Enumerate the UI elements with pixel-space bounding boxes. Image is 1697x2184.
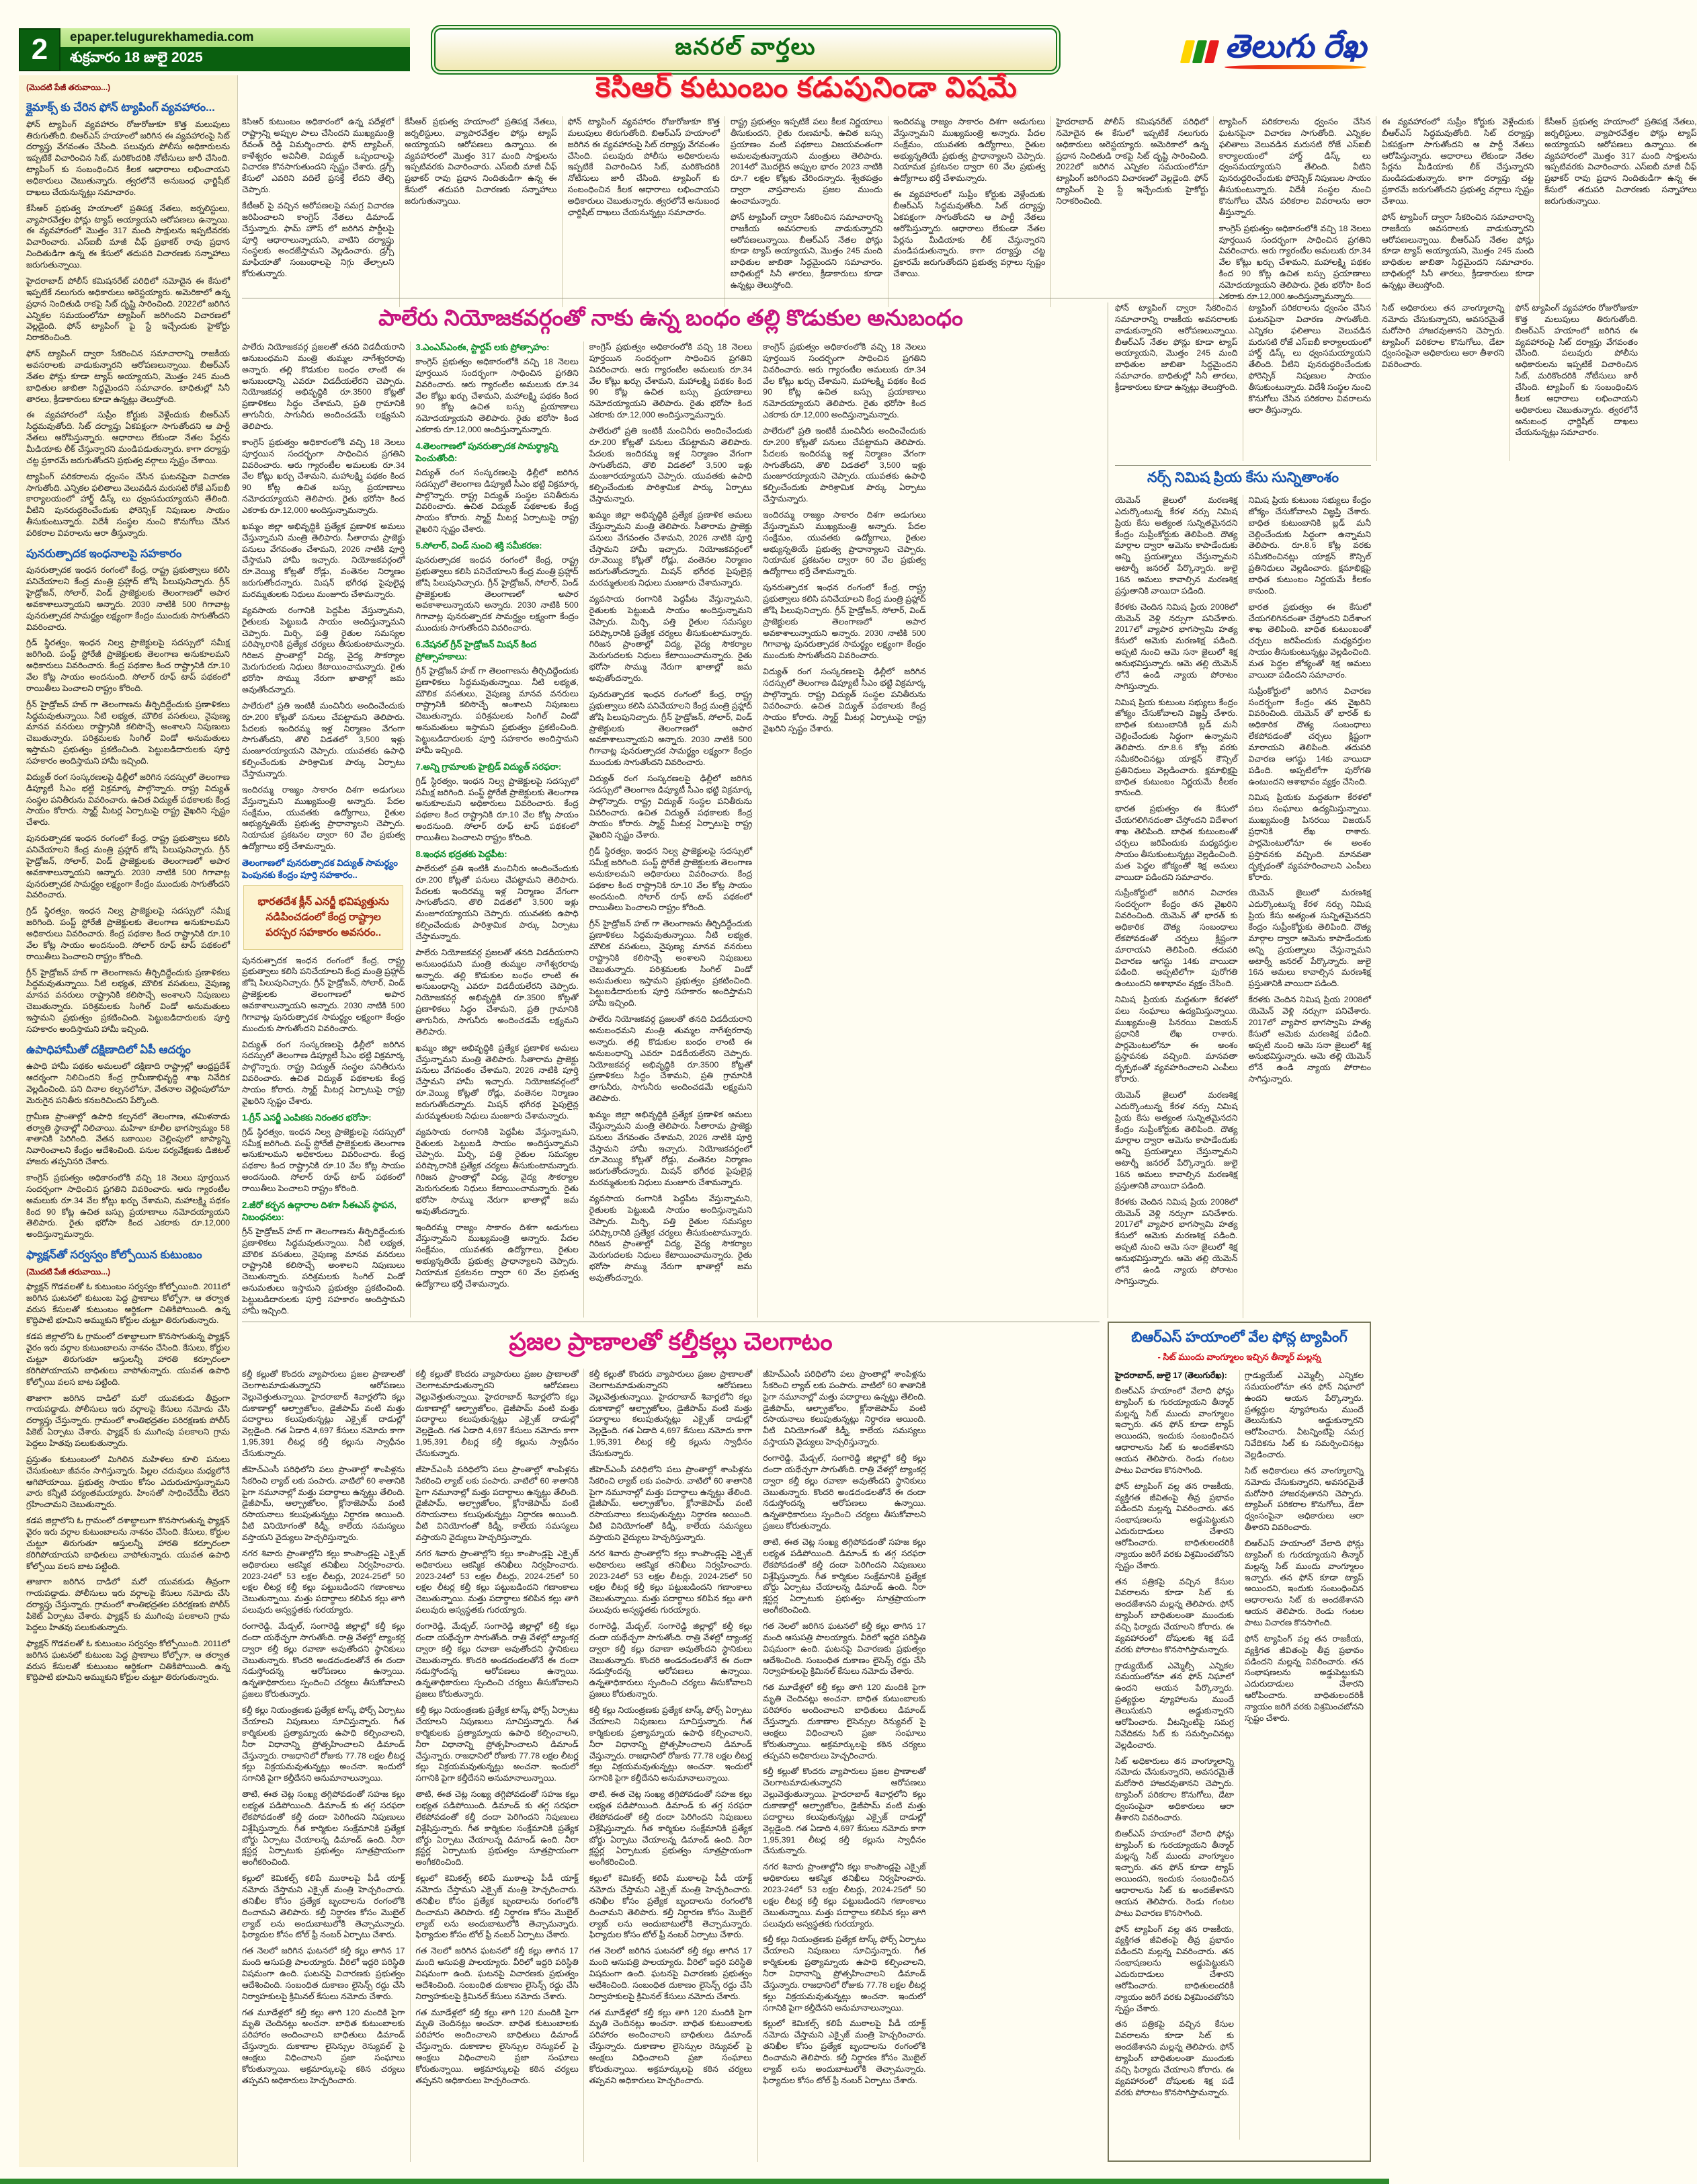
paragraph: కాంగ్రెస్ ప్రభుత్వం అధికారంలోకి వచ్చి 18 నెలలు పూర్తయిన సందర్భంగా సాధించిన ప్రగతిని వివరించారు. ఆరు గ్యారంటీల అమలుకు రూ.34 వేల కోట్లు ఖర్చు చేశామని, మహాలక్ష్మి పథకం కింద 90 కోట్ల ఉచిత బస్సు ప్రయాణాలు నమోదయ్యాయని తెలిపారు. రైతు భరోసా కింద ఎకరాకు రూ.12,000 అందిస్తున్నామన్నారు. [1218,223,1371,301]
paragraph: ఖమ్మం జిల్లా అభివృద్ధికి ప్రత్యేక ప్రణాళిక అమలు చేస్తున్నామని మంత్రి తెలిపారు. సీతారామ ప్రాజెక్టు పనులు వేగవంతం చేశామని, 2026 నాటికి పూర్తి చేస్తామని హామీ ఇచ్చారు. నియోజకవర్గంలో రూ.వెయ్యి కోట్లతో రోడ్లు, వంతెనల నిర్మాణం జరుగుతోందన్నారు. మిషన్ భగీరథ పైపులైన్ల మరమ్మతులకు నిధులు మంజూరు చేశామన్నారు. [589,1110,753,1188]
paragraph: కాంగ్రెస్ ప్రభుత్వం అధికారంలోకి వచ్చి 18 నెలలు పూర్తయిన సందర్భంగా సాధించిన ప్రగతిని వివరించారు. ఆరు గ్యారంటీల అమలుకు రూ.34 వేల కోట్లు ఖర్చు చేశామని, మహాలక్ష్మి పథకం కింద 90 కోట్ల ఉచిత బస్సు ప్రయాణాలు నమోదయ్యాయని తెలిపారు. రైతు భరోసా కింద ఎకరాకు రూ.12,000 అందిస్తున్నామన్నారు. [26,1172,230,1240]
paragraph: ఫోన్ ట్యాపింగ్ వల్ల తన రాజకీయ, వ్యక్తిగత జీవితంపై తీవ్ర ప్రభావం పడిందని మల్లన్న వివరించారు. తన సంభాషణలను అడ్డుపెట్టుకుని ఎదురుదాడులు చేశారని ఆరోపించారు. బాధితులందరికీ న్యాయం జరిగే వరకు విశ్రమించబోనని స్పష్టం చేశారు. [1245,1633,1364,1723]
paragraph: గత మూడేళ్లలో కల్తీ కల్లు తాగి 120 మందికి పైగా మృతి చెందినట్లు అంచనా. బాధిత కుటుంబాలకు పరిహారం అందించాలని బాధితులు డిమాండ్ చేస్తున్నారు. దుకాణాల లైసెన్సుల రెన్యువల్ పై ఆంక్షలు విధించాలని ప్రజా సంఘాలు కోరుతున్నాయి. అక్రమార్కులపై కఠిన చర్యలు తప్పవని అధికారులు హెచ్చరించారు. [589,2007,753,2085]
paragraph: ఉపాధి హామీ పథకం అమలులో దక్షిణాది రాష్ట్రాల్లో ఆంధ్రప్రదేశ్ ఆదర్శంగా నిలిచిందని కేంద్ర గ్రామీణాభివృద్ధి శాఖ నివేదిక వెల్లడించింది. పని దినాల కల్పనలోనూ, వేతనాల చెల్లింపులోనూ మెరుగైన పనితీరు కనబరిచిందని పేర్కొంది. [26,1061,230,1105]
paragraph: కల్తీ కల్లుతో కొందరు వ్యాపారులు ప్రజల ప్రాణాలతో చెలగాటమాడుతున్నారని ఆరోపణలు వెల్లువెత్తుతున్నాయి. హైదరాబాద్ శివార్లలోని కల్లు దుకాణాల్లో ఆల్ప్రాజోలం, డైజీపామ్ వంటి మత్తు పదార్థాలు కలుపుతున్నట్లు ఎక్సైజ్ దాడుల్లో వెల్లడైంది. గత ఏడాది 4,697 కేసులు నమోదు కాగా 1,95,391 లీటర్ల కల్తీ కల్లును స్వాధీనం చేసుకున్నారు. [589,1369,753,1459]
paragraph: కల్తీ కల్లుతో కొందరు వ్యాపారులు ప్రజల ప్రాణాలతో చెలగాటమాడుతున్నారని ఆరోపణలు వెల్లువెత్తుతున్నాయి. హైదరాబాద్ శివార్లలోని కల్లు దుకాణాల్లో ఆల్ప్రాజోలం, డైజీపామ్ వంటి మత్తు పదార్థాలు కలుపుతున్నట్లు ఎక్సైజ్ దాడుల్లో వెల్లడైంది. గత ఏడాది 4,697 కేసులు నమోదు కాగా 1,95,391 లీటర్ల కల్తీ కల్లును స్వాధీనం చేసుకున్నారు. [763,1767,926,1856]
paragraph: పునరుత్పాదక ఇంధన రంగంలో కేంద్ర, రాష్ట్ర ప్రభుత్వాలు కలిసి పనిచేయాలని కేంద్ర మంత్రి ప్రహ్లాద్ జోషి పిలుపునిచ్చారు. గ్రీన్ హైడ్రోజన్, సోలార్, విండ్ ప్రాజెక్టులకు తెలంగాణలో అపార అవకాశాలున్నాయని అన్నారు. 2030 నాటికి 500 గిగావాట్ల పునరుత్పాదక సామర్థ్యం లక్ష్యంగా కేంద్రం ముందుకు సాగుతోందని వివరించారు. [26,834,230,900]
paragraph: సిట్ అధికారులు తన వాంగ్మూలాన్ని నమోదు చేసుకున్నారని, అవసరమైతే మరోసారి హాజరవుతానని చెప్పారు. ట్యాపింగ్ పరికరాల కొనుగోలు, డేటా ధ్వంసంపైనా అధికారులు ఆరా తీశారని వివరించారు. [1115,1756,1234,1822]
paragraph: పునరుత్పాదక ఇంధన రంగంలో కేంద్ర, రాష్ట్ర ప్రభుత్వాలు కలిసి పనిచేయాలని కేంద్ర మంత్రి ప్రహ్లాద్ జోషి పిలుపునిచ్చారు. గ్రీన్ హైడ్రోజన్, సోలార్, విండ్ ప్రాజెక్టులకు తెలంగాణలో అపార అవకాశాలున్నాయని అన్నారు. 2030 నాటికి 500 గిగావాట్ల పునరుత్పాదక సామర్థ్యం లక్ష్యంగా కేంద్రం ముందుకు సాగుతోందని వివరించారు. [415,555,579,633]
paragraph: కేసీఆర్ ప్రభుత్వ హయాంలో ప్రతిపక్ష నేతలు, జర్నలిస్టులు, వ్యాపారవేత్తల ఫోన్లు ట్యాప్ అయ్యాయని ఆరోపణలు ఉన్నాయి. ఈ వ్యవహారంలో మొత్తం 317 మంది సాక్షులను ఇప్పటివరకు విచారించారు. ఎస్ఐబీ మాజీ చీఫ్ ప్రభాకర్ రావు ప్రధాన నిందితుడిగా ఉన్న ఈ కేసులో తదుపరి విచారణకు సన్నాహాలు జరుగుతున్నాయి. [1544,117,1697,206]
paragraph: వ్యవసాయ రంగానికి పెద్దపీట వేస్తున్నామని, రైతులకు పెట్టుబడి సాయం అందిస్తున్నామని చెప్పారు. మిర్చి, పత్తి రైతుల సమస్యల పరిష్కారానికి ప్రత్యేక చర్యలు తీసుకుంటామన్నారు. గిరిజన ప్రాంతాల్లో విద్య, వైద్య సౌకర్యాల మెరుగుదలకు నిధులు కేటాయించామన్నారు. రైతు భరోసా సొమ్ము నేరుగా ఖాతాల్లో జమ అవుతోందన్నారు. [589,594,753,684]
paragraph: ఫోన్ ట్యాపింగ్ వ్యవహారం రోజురోజుకూ కొత్త మలుపులు తిరుగుతోంది. బిఆర్ఎస్ హయాంలో జరిగిన ఈ వ్యవహారంపై సిట్ దర్యాప్తు వేగవంతం చేసింది. పలువురు పోలీసు అధికారులను ఇప్పటికే విచారించిన సిట్, మరికొందరికి నోటీసులు జారీ చేసింది. ట్యాపింగ్ కు సంబంధించిన కీలక ఆధారాలు లభించాయని అధికారులు చెబుతున్నారు. త్వరలోనే అనుబంధ ఛార్జిషీట్ దాఖలు చేయనున్నట్లు సమాచారం. [26,119,230,197]
section-divider [1115,465,1371,466]
article-toddy [242,1322,1100,2162]
paragraph: కాంగ్రెస్ ప్రభుత్వం అధికారంలోకి వచ్చి 18 నెలలు పూర్తయిన సందర్భంగా సాధించిన ప్రగతిని వివరించారు. ఆరు గ్యారంటీల అమలుకు రూ.34 వేల కోట్లు ఖర్చు చేశామని, మహాలక్ష్మి పథకం కింద 90 కోట్ల ఉచిత బస్సు ప్రయాణాలు నమోదయ్యాయని తెలిపారు. రైతు భరోసా కింద ఎకరాకు రూ.12,000 అందిస్తున్నామన్నారు. [415,356,579,435]
article-lead-continued [1115,302,1638,461]
paragraph: గ్రామీణ ప్రాంతాల్లో ఉపాధి కల్పనలో తెలంగాణ, తమిళనాడు తర్వాతి స్థానాల్లో నిలిచాయి. మహిళా కూలీల భాగస్వామ్యం 58 శాతానికి పెరిగింది. వేతన బకాయిల చెల్లింపులో జాప్యాన్ని నివారించాలని కేంద్రం ఆదేశించింది. పనుల పర్యవేక్షణకు డిజిటల్ హాజరు తప్పనిసరి చేశారు. [26,1111,230,1167]
paragraph: ఇందిరమ్మ రాజ్యం సాకారం దిశగా అడుగులు వేస్తున్నామని ముఖ్యమంత్రి అన్నారు. పేదల సంక్షేమం, యువతకు ఉద్యోగాలు, రైతుల అభ్యున్నతియే ప్రభుత్వ ప్రాధాన్యాలని చెప్పారు. నియామక ప్రకటనల ద్వారా 60 వేల ప్రభుత్వ ఉద్యోగాలు భర్తీ చేశామన్నారు. [763,510,926,577]
paragraph: తాటి, ఈత చెట్ల సంఖ్య తగ్గిపోవడంతో సహజ కల్లు లభ్యత పడిపోయింది. డిమాండ్ కు తగ్గ సరఫరా లేకపోవడంతో కల్తీ దందా పెరిగిందని నిపుణులు విశ్లేషిస్తున్నారు. గీత కార్మికుల సంక్షేమానికి ప్రత్యేక బోర్డు ఏర్పాటు చేయాలన్న డిమాండ్ ఉంది. నీరా క్లస్టర్ల ఏర్పాటుకు ప్రభుత్వం సూత్రప్రాయంగా అంగీకరించింది. [763,1537,926,1615]
paragraph: ట్యాపింగ్ పరికరాలను ధ్వంసం చేసిన ఘటనపైనా విచారణ సాగుతోంది. ఎన్నికల ఫలితాలు వెలువడిన మరుసటి రోజే ఎస్ఐబీ కార్యాలయంలో హార్డ్ డిస్క్ లు ధ్వంసమయ్యాయని తేలింది. వీటిని పునరుద్ధరించేందుకు ఫోరెన్సిక్ నిపుణుల సాయం తీసుకుంటున్నారు. విదేశీ సంస్థల నుంచి కొనుగోలు చేసిన పరికరాల వివరాలను ఆరా తీస్తున్నారు. [26,471,230,538]
article-paleru-body [242,341,1100,1318]
paragraph: వ్యవసాయ రంగానికి పెద్దపీట వేస్తున్నామని, రైతులకు పెట్టుబడి సాయం అందిస్తున్నామని చెప్పారు. మిర్చి, పత్తి రైతుల సమస్యల పరిష్కారానికి ప్రత్యేక చర్యలు తీసుకుంటామన్నారు. గిరిజన ప్రాంతాల్లో విద్య, వైద్య సౌకర్యాల మెరుగుదలకు నిధులు కేటాయించామన్నారు. రైతు భరోసా సొమ్ము నేరుగా ఖాతాల్లో జమ అవుతోందన్నారు. [415,1127,579,1216]
paragraph: తాటి, ఈత చెట్ల సంఖ్య తగ్గిపోవడంతో సహజ కల్లు లభ్యత పడిపోయింది. డిమాండ్ కు తగ్గ సరఫరా లేకపోవడంతో కల్తీ దందా పెరిగిందని నిపుణులు విశ్లేషిస్తున్నారు. గీత కార్మికుల సంక్షేమానికి ప్రత్యేక బోర్డు ఏర్పాటు చేయాలన్న డిమాండ్ ఉంది. నీరా క్లస్టర్ల ఏర్పాటుకు ప్రభుత్వం సూత్రప్రాయంగా అంగీకరించింది. [242,1789,405,1867]
ribbon-icons [1183,36,1216,63]
paragraph: బిఆర్ఎస్ హయాంలో వేలాది ఫోన్లు ట్యాపింగ్ కు గురయ్యాయని తీన్మార్ మల్లన్న సిట్ ముందు వాంగ్మూలం ఇచ్చారు. తన ఫోన్ కూడా ట్యాప్ అయిందని, ఇందుకు సంబంధించిన ఆధారాలను సిట్ కు అందజేశానని ఆయన తెలిపారు. రెండు గంటల పాటు విచారణ కొనసాగింది. [1115,1385,1234,1475]
paragraph: కల్లులో కెమికల్స్ కలిపే ముఠాలపై పీడీ యాక్ట్ నమోదు చేస్తామని ఎక్సైజ్ మంత్రి హెచ్చరించారు. తనిఖీల కోసం ప్రత్యేక బృందాలను రంగంలోకి దించామని తెలిపారు. కల్తీ నిర్ధారణ కోసం మొబైల్ ల్యాబ్ లను అందుబాటులోకి తెచ్చామన్నారు. ఫిర్యాదుల కోసం టోల్ ఫ్రీ నంబర్ ఏర్పాటు చేశారు. [763,2019,926,2085]
paragraph: తాజాగా జరిగిన దాడిలో మరో యువకుడు తీవ్రంగా గాయపడ్డాడు. పోలీసులు ఇరు వర్గాలపై కేసులు నమోదు చేసి దర్యాప్తు చేస్తున్నారు. గ్రామంలో శాంతిభద్రతల పరిరక్షణకు పోలీస్ పికెట్ ఏర్పాటు చేశారు. ఫ్యాక్షన్ కు ముగింపు పలకాలని గ్రామ పెద్దలు హితవు పలుకుతున్నారు. [26,1577,230,1632]
paragraph: పునరుత్పాదక ఇంధన రంగంలో కేంద్ర, రాష్ట్ర ప్రభుత్వాలు కలిసి పనిచేయాలని కేంద్ర మంత్రి ప్రహ్లాద్ జోషి పిలుపునిచ్చారు. గ్రీన్ హైడ్రోజన్, సోలార్, విండ్ ప్రాజెక్టులకు తెలంగాణలో అపార అవకాశాలున్నాయని అన్నారు. 2030 నాటికి 500 గిగావాట్ల పునరుత్పాదక సామర్థ్యం లక్ష్యంగా కేంద్రం ముందుకు సాగుతోందని వివరించారు. [763,583,926,661]
paragraph: నగర శివారు ప్రాంతాల్లోని కల్లు కాంపౌండ్లపై ఎక్సైజ్ అధికారులు ఆకస్మిక తనిఖీలు నిర్వహించారు. 2023-24లో 53 లక్షల లీటర్లు, 2024-25లో 50 లక్షల లీటర్ల కల్తీ కల్లు పట్టుబడిందని గణాంకాలు చెబుతున్నాయి. మత్తు పదార్థాలు కలిపిన కల్లు తాగి పలువురు అస్వస్థతకు గురయ్యారు. [763,1862,926,1929]
paragraph: హైదరాబాద్, జులై 17 (తెలుగురేఖ): [1115,1371,1227,1380]
underline-swoosh-icon [1225,65,1366,69]
paragraph: తాజాగా జరిగిన దాడిలో మరో యువకుడు తీవ్రంగా గాయపడ్డాడు. పోలీసులు ఇరు వర్గాలపై కేసులు నమోదు చేసి దర్యాప్తు చేస్తున్నారు. గ్రామంలో శాంతిభద్రతల పరిరక్షణకు పోలీస్ పికెట్ ఏర్పాటు చేశారు. ఫ్యాక్షన్ కు ముగింపు పలకాలని గ్రామ పెద్దలు హితవు పలుకుతున్నారు. [26,1393,230,1449]
article-brs-byline: - సిట్ ముందు వాంగ్మూలం ఇచ్చిన తీన్మార్ మల్లన్న [1157,1352,1321,1362]
paragraph: తాటి, ఈత చెట్ల సంఖ్య తగ్గిపోవడంతో సహజ కల్లు లభ్యత పడిపోయింది. డిమాండ్ కు తగ్గ సరఫరా లేకపోవడంతో కల్తీ దందా పెరిగిందని నిపుణులు విశ్లేషిస్తున్నారు. గీత కార్మికుల సంక్షేమానికి ప్రత్యేక బోర్డు ఏర్పాటు చేయాలన్న డిమాండ్ ఉంది. నీరా క్లస్టర్ల ఏర్పాటుకు ప్రభుత్వం సూత్రప్రాయంగా అంగీకరించింది. [589,1789,753,1867]
page-number: 2 [19,28,60,71]
paragraph: 8.ఇంధన భద్రతకు పెద్దపీట: [415,848,507,859]
paragraph: కాంగ్రెస్ ప్రభుత్వం అధికారంలోకి వచ్చి 18 నెలలు పూర్తయిన సందర్భంగా సాధించిన ప్రగతిని వివరించారు. ఆరు గ్యారంటీల అమలుకు రూ.34 వేల కోట్లు ఖర్చు చేశామని, మహాలక్ష్మి పథకం కింద 90 కోట్ల ఉచిత బస్సు ప్రయాణాలు నమోదయ్యాయని తెలిపారు. రైతు భరోసా కింద ఎకరాకు రూ.12,000 అందిస్తున్నామన్నారు. [763,342,926,420]
paragraph: ఫోన్ ట్యాపింగ్ ద్వారా సేకరించిన సమాచారాన్ని రాజకీయ అవసరాలకు వాడుకున్నారని ఆరోపణలున్నాయి. బీఆర్ఎస్ నేతల ఫోన్లు కూడా ట్యాప్ అయ్యాయని, మొత్తం 245 మంది బాధితుల జాబితా సిద్ధమైందని సమాచారం. బాధితుల్లో సినీ తారలు, క్రీడాకారులు కూడా ఉన్నట్లు తెలుస్తోంది. [1115,303,1238,393]
paragraph: కేటీఆర్ పై వచ్చిన ఆరోపణలపై సమగ్ర విచారణ జరిపించాలని కాంగ్రెస్ నేతలు డిమాండ్ చేస్తున్నారు. ఫామ్ హౌస్ లో జరిగిన పార్టీలపై పూర్తి ఆధారాలున్నాయని, వాటిని దర్యాప్తు సంస్థలకు అందజేస్తామని వెల్లడించారు. డ్రగ్స్ మాఫియాతో సంబంధాలపై నిగ్గు తేల్చాలని కోరుతున్నారు. [242,201,395,279]
paragraph: గ్రిడ్ స్థిరత్వం, ఇంధన నిల్వ ప్రాజెక్టులపై సదస్సులో సమీక్ష జరిగింది. పంప్డ్ స్టోరేజీ ప్రాజెక్టులకు తెలంగాణ అనుకూలమని అధికారులు వివరించారు. కేంద్ర పథకాల కింద రాష్ట్రానికి రూ.10 వేల కోట్ల సాయం అందనుంది. సోలార్ రూఫ్ టాప్ పథకంలో రాయితీలు పెంచాలని రాష్ట్రం కోరింది. [589,846,753,913]
article-toddy-title: ప్రజల ప్రాణాలతో కల్తీకల్లు చెలగాటం [509,1328,833,1355]
red-ribbon-icon [1204,40,1219,63]
paragraph: 4.తెలంగాణలో పునరుత్పాదక సామర్థ్యాన్ని పెంచుతోంది: [415,440,558,463]
masthead [19,28,1370,71]
article-brs-title: బిఆర్ఎస్ హయాంలో వేల ఫోన్ల ట్యాపింగ్ [1131,1330,1348,1345]
paragraph: గత మూడేళ్లలో కల్తీ కల్లు తాగి 120 మందికి పైగా మృతి చెందినట్లు అంచనా. బాధిత కుటుంబాలకు పరిహారం అందించాలని బాధితులు డిమాండ్ చేస్తున్నారు. దుకాణాల లైసెన్సుల రెన్యువల్ పై ఆంక్షలు విధించాలని ప్రజా సంఘాలు కోరుతున్నాయి. అక్రమార్కులపై కఠిన చర్యలు తప్పవని అధికారులు హెచ్చరించారు. [242,2007,405,2085]
article-tapping-body [26,119,230,539]
article-paleru-title: పాలేరు నియోజకవర్గంతో నాకు ఉన్న బంధం తల్లి కొడుకుల అనుబంధం [378,305,963,330]
paragraph: 5.సోలార్, విండ్ నుంచి శక్తి సమీకరణ: [415,540,542,551]
paragraph: కాంగ్రెస్ ప్రభుత్వం అధికారంలోకి వచ్చి 18 నెలలు పూర్తయిన సందర్భంగా సాధించిన ప్రగతిని వివరించారు. ఆరు గ్యారంటీల అమలుకు రూ.34 వేల కోట్లు ఖర్చు చేశామని, మహాలక్ష్మి పథకం కింద 90 కోట్ల ఉచిత బస్సు ప్రయాణాలు నమోదయ్యాయని తెలిపారు. రైతు భరోసా కింద ఎకరాకు రూ.12,000 అందిస్తున్నామన్నారు. [242,437,405,516]
paragraph: వ్యవసాయ రంగానికి పెద్దపీట వేస్తున్నామని, రైతులకు పెట్టుబడి సాయం అందిస్తున్నామని చెప్పారు. మిర్చి, పత్తి రైతుల సమస్యల పరిష్కారానికి ప్రత్యేక చర్యలు తీసుకుంటామన్నారు. గిరిజన ప్రాంతాల్లో విద్య, వైద్య సౌకర్యాల మెరుగుదలకు నిధులు కేటాయించామన్నారు. రైతు భరోసా సొమ్ము నేరుగా ఖాతాల్లో జమ అవుతోందన్నారు. [242,605,405,694]
paragraph: కల్తీ కల్లు నియంత్రణకు ప్రత్యేక టాస్క్ ఫోర్స్ ఏర్పాటు చేయాలని నిపుణులు సూచిస్తున్నారు. గీత కార్మికులకు ప్రత్యామ్నాయ ఉపాధి కల్పించాలని, నీరా విధానాన్ని ప్రోత్సహించాలని డిమాండ్ చేస్తున్నారు. రాజధానిలో రోజుకు 77.78 లక్షల లీటర్ల కల్లు విక్రయమవుతున్నట్లు అంచనా. ఇందులో సగానికి పైగా కల్తీదేనని అనుమానాలున్నాయి. [415,1705,579,1783]
paragraph: హైదరాబాద్ పోలీస్ కమిషనరేట్ పరిధిలో నమోదైన ఈ కేసులో ఇప్పటికే నలుగురు అధికారులు అరెస్టయ్యారు. అమెరికాలో ఉన్న ప్రధాన నిందితుడి రాకపై సిట్ దృష్టి సారించింది. 2022లో జరిగిన ఎన్నికల సమయంలోనూ ట్యాపింగ్ జరిగిందని విచారణలో వెల్లడైంది. ఫోన్ ట్యాపింగ్ పై స్టే ఇచ్చేందుకు హైకోర్టు నిరాకరించింది. [1056,117,1208,206]
footer-strip [0,2179,1389,2184]
paragraph: వ్యవసాయ రంగానికి పెద్దపీట వేస్తున్నామని, రైతులకు పెట్టుబడి సాయం అందిస్తున్నామని చెప్పారు. మిర్చి, పత్తి రైతుల సమస్యల పరిష్కారానికి ప్రత్యేక చర్యలు తీసుకుంటామన్నారు. గిరిజన ప్రాంతాల్లో విద్య, వైద్య సౌకర్యాల మెరుగుదలకు నిధులు కేటాయించామన్నారు. రైతు భరోసా సొమ్ము నేరుగా ఖాతాల్లో జమ అవుతోందన్నారు. [589,1194,753,1283]
paragraph: గ్రీన్ హైడ్రోజన్ హబ్ గా తెలంగాణను తీర్చిదిద్దేందుకు ప్రణాళికలు సిద్ధమవుతున్నాయి. నీటి లభ్యత, మౌలిక వసతులు, నైపుణ్య మానవ వనరులు రాష్ట్రానికి కలిసొచ్చే అంశాలని నిపుణులు చెబుతున్నారు. పరిశ్రమలకు సింగిల్ విండో అనుమతులు ఇస్తామని ప్రభుత్వం ప్రకటించింది. పెట్టుబడిదారులకు పూర్తి సహకారం అందిస్తామని హామీ ఇచ్చింది. [589,919,753,1008]
paragraph: బిఆర్ఎస్ హయాంలో వేలాది ఫోన్లు ట్యాపింగ్ కు గురయ్యాయని తీన్మార్ మల్లన్న సిట్ ముందు వాంగ్మూలం ఇచ్చారు. తన ఫోన్ కూడా ట్యాప్ అయిందని, ఇందుకు సంబంధించిన ఆధారాలను సిట్ కు అందజేశానని ఆయన తెలిపారు. రెండు గంటల పాటు విచారణ కొనసాగింది. [1245,1539,1364,1628]
paragraph: రాష్ట్ర ప్రభుత్వం ఇప్పటికే పలు కీలక నిర్ణయాలు తీసుకుందని, రైతు రుణమాఫీ, ఉచిత బస్సు ప్రయాణం వంటి పథకాలు విజయవంతంగా అమలవుతున్నాయని మంత్రులు తెలిపారు. 2014లో మొదలైన అప్పుల భారం 2023 నాటికి రూ.7 లక్షల కోట్లకు చేరిందన్నారు. శ్వేతపత్రం ద్వారా వాస్తవాలను ప్రజల ముందు ఉంచామన్నారు. [730,117,883,206]
paragraph: బిఆర్ఎస్ హయాంలో వేలాది ఫోన్లు ట్యాపింగ్ కు గురయ్యాయని తీన్మార్ మల్లన్న సిట్ ముందు వాంగ్మూలం ఇచ్చారు. తన ఫోన్ కూడా ట్యాప్ అయిందని, ఇందుకు సంబంధించిన ఆధారాలను సిట్ కు అందజేశానని ఆయన తెలిపారు. రెండు గంటల పాటు విచారణ కొనసాగింది. [1115,1828,1234,1918]
paragraph: నగర శివారు ప్రాంతాల్లోని కల్లు కాంపౌండ్లపై ఎక్సైజ్ అధికారులు ఆకస్మిక తనిఖీలు నిర్వహించారు. 2023-24లో 53 లక్షల లీటర్లు, 2024-25లో 50 లక్షల లీటర్ల కల్తీ కల్లు పట్టుబడిందని గణాంకాలు చెబుతున్నాయి. మత్తు పదార్థాలు కలిపిన కల్లు తాగి పలువురు అస్వస్థతకు గురయ్యారు. [589,1548,753,1615]
paragraph: నిమిష ప్రియకు మద్దతుగా కేరళలో పలు సంఘాలు ఉద్యమిస్తున్నాయి. ముఖ్యమంత్రి పినరయి విజయన్ ప్రధానికి లేఖ రాశారు. పార్లమెంటులోనూ ఈ అంశం ప్రస్తావనకు వచ్చింది. మానవతా దృక్పథంతో వ్యవహరించాలని ఎంపీలు కోరారు. [1115,995,1238,1084]
paragraph: రంగారెడ్డి, మేడ్చల్, సంగారెడ్డి జిల్లాల్లో కల్తీ కల్లు దందా యథేచ్ఛగా సాగుతోంది. రాత్రి వేళల్లో ట్యాంకర్ల ద్వారా కల్తీ కల్లు రవాణా అవుతోందని స్థానికులు చెబుతున్నారు. కొందరి అండదండలతోనే ఈ దందా నడుస్తోందన్న ఆరోపణలు ఉన్నాయి. ఉన్నతాధికారులు స్పందించి చర్యలు తీసుకోవాలని ప్రజలు కోరుతున్నారు. [589,1621,753,1699]
paragraph: ఈ వ్యవహారంలో సుప్రీం కోర్టుకు వెళ్లేందుకు బీఆర్ఎస్ సిద్ధమవుతోంది. సిట్ దర్యాప్తు ఏకపక్షంగా సాగుతోందని ఆ పార్టీ నేతలు ఆరోపిస్తున్నారు. ఆధారాలు లేకుండా నేతల పేర్లను మీడియాకు లీక్ చేస్తున్నారని మండిపడుతున్నారు. కాగా దర్యాప్తు చట్ట ప్రకారమే జరుగుతోందని ప్రభుత్వ వర్గాలు స్పష్టం చేశాయి. [1381,117,1534,206]
paragraph: భారతదేశ క్లీన్ ఎనర్జీ భవిష్యత్తును నడిపించడంలో కేంద్ర రాష్ట్రాల పరస్పర సహకారం అవసరం.. [243,885,403,950]
section-banner [434,28,1057,71]
paragraph: యెమెన్ జైలులో మరణశిక్ష ఎదుర్కొంటున్న కేరళ నర్సు నిమిష ప్రియ కేసు అత్యంత సున్నితమైనదని కేంద్రం సుప్రీంకోర్టుకు తెలిపింది. దౌత్య మార్గాల ద్వారా ఆమెను కాపాడేందుకు అన్ని ప్రయత్నాలు చేస్తున్నామని అటార్నీ జనరల్ పేర్కొన్నారు. జులై 16న అమలు కావాల్సిన మరణశిక్ష ప్రస్తుతానికి వాయిదా పడింది. [1248,888,1371,989]
paragraph: గ్రాడ్యుయేట్ ఎమ్మెల్సీ ఎన్నికల సమయంలోనూ తన ఫోన్ నిఘాలో ఉందని ఆయన పేర్కొన్నారు. ప్రత్యర్థుల వ్యూహాలను ముందే తెలుసుకుని అడ్డుకున్నారని ఆరోపించారు. వీటన్నింటిపై సమగ్ర నివేదికను సిట్ కు సమర్పించినట్లు వెల్లడించారు. [1245,1371,1364,1460]
continued-note: (మొదటి పేజీ తరువాయి...) [26,83,111,92]
paragraph: కెసిఆర్ కుటుంబం అధికారంలో ఉన్న పదేళ్లలో రాష్ట్రాన్ని అప్పుల పాలు చేసిందని ముఖ్యమంత్రి రేవంత్ రెడ్డి విమర్శించారు. ఫోన్ ట్యాపింగ్, కాళేశ్వరం అవినీతి, విద్యుత్ ఒప్పందాలపై విచారణ కొనసాగుతుందని స్పష్టం చేశారు. డ్రగ్స్ కేసులో ఎవరిని వదిలే ప్రసక్తే లేదని తేల్చి చెప్పారు. [242,117,395,195]
paragraph: విద్యుత్ రంగ సంస్కరణలపై ఢిల్లీలో జరిగిన సదస్సులో తెలంగాణ డిప్యూటీ సీఎం భట్టి విక్రమార్క పాల్గొన్నారు. రాష్ట్ర విద్యుత్ సంస్థల పనితీరును వివరించారు. ఉచిత విద్యుత్ పథకాలకు కేంద్ర సాయం కోరారు. స్మార్ట్ మీటర్ల ఏర్పాటుపై రాష్ట్ర వైఖరిని స్పష్టం చేశారు. [242,1039,405,1106]
brand-logo [1081,28,1370,71]
paragraph: కల్తీ కల్లుతో కొందరు వ్యాపారులు ప్రజల ప్రాణాలతో చెలగాటమాడుతున్నారని ఆరోపణలు వెల్లువెత్తుతున్నాయి. హైదరాబాద్ శివార్లలోని కల్లు దుకాణాల్లో ఆల్ప్రాజోలం, డైజీపామ్ వంటి మత్తు పదార్థాలు కలుపుతున్నట్లు ఎక్సైజ్ దాడుల్లో వెల్లడైంది. గత ఏడాది 4,697 కేసులు నమోదు కాగా 1,95,391 లీటర్ల కల్తీ కల్లును స్వాధీనం చేసుకున్నారు. [242,1369,405,1459]
paragraph: పాలేరులో ప్రతి ఇంటికీ మంచినీరు అందించేందుకు రూ.200 కోట్లతో పనులు చేపట్టామని తెలిపారు. పేదలకు ఇందిరమ్మ ఇళ్ల నిర్మాణం వేగంగా సాగుతోందని, తొలి విడతలో 3,500 ఇళ్లు మంజూరయ్యాయని చెప్పారు. యువతకు ఉపాధి కల్పించేందుకు పారిశ్రామిక పార్కు ఏర్పాటు చేస్తామన్నారు. [763,426,926,504]
paragraph: సిట్ అధికారులు తన వాంగ్మూలాన్ని నమోదు చేసుకున్నారని, అవసరమైతే మరోసారి హాజరవుతానని చెప్పారు. ట్యాపింగ్ పరికరాల కొనుగోలు, డేటా ధ్వంసంపైనా అధికారులు ఆరా తీశారని వివరించారు. [1382,303,1505,370]
article-brs-tapping [1108,1322,1371,2162]
paragraph: విద్యుత్ రంగ సంస్కరణలపై ఢిల్లీలో జరిగిన సదస్సులో తెలంగాణ డిప్యూటీ సీఎం భట్టి విక్రమార్క పాల్గొన్నారు. రాష్ట్ర విద్యుత్ సంస్థల పనితీరును వివరించారు. ఉచిత విద్యుత్ పథకాలకు కేంద్ర సాయం కోరారు. స్మార్ట్ మీటర్ల ఏర్పాటుపై రాష్ట్ర వైఖరిని స్పష్టం చేశారు. [763,667,926,733]
paragraph: గ్రిడ్ స్థిరత్వం, ఇంధన నిల్వ ప్రాజెక్టులపై సదస్సులో సమీక్ష జరిగింది. పంప్డ్ స్టోరేజీ ప్రాజెక్టులకు తెలంగాణ అనుకూలమని అధికారులు వివరించారు. కేంద్ర పథకాల కింద రాష్ట్రానికి రూ.10 వేల కోట్ల సాయం అందనుంది. సోలార్ రూఫ్ టాప్ పథకంలో రాయితీలు పెంచాలని రాష్ట్రం కోరింది. [26,638,230,693]
masthead-left [60,28,410,71]
paragraph: పాలేరు నియోజకవర్గ ప్రజలతో తనది విడదీయరాని అనుబంధమని మంత్రి తుమ్మల నాగేశ్వరరావు అన్నారు. తల్లి కొడుకుల బంధం లాంటి ఈ అనుబంధాన్ని ఎవరూ విడదీయలేరని చెప్పారు. నియోజకవర్గ అభివృద్ధికి రూ.3500 కోట్లతో ప్రణాళికలు సిద్ధం చేశామని, ప్రతి గ్రామానికి తాగునీరు, సాగునీరు అందించడమే లక్ష్యమని తెలిపారు. [589,1014,753,1104]
paragraph: ఫ్యాక్షన్ గొడవలతో ఓ కుటుంబం సర్వస్వం కోల్పోయింది. 2011లో జరిగిన ఘటనలో కుటుంబ పెద్ద ప్రాణాలు కోల్పోగా, ఆ తర్వాత వరుస కేసులతో కుటుంబం ఆర్థికంగా చితికిపోయింది. ఉన్న కొద్దిపాటి భూమిని అమ్ముకుని కోర్టుల చుట్టూ తిరుగుతున్నారు. [26,1281,230,1326]
paragraph: విద్యుత్ రంగ సంస్కరణలపై ఢిల్లీలో జరిగిన సదస్సులో తెలంగాణ డిప్యూటీ సీఎం భట్టి విక్రమార్క పాల్గొన్నారు. రాష్ట్ర విద్యుత్ సంస్థల పనితీరును వివరించారు. ఉచిత విద్యుత్ పథకాలకు కేంద్ర సాయం కోరారు. స్మార్ట్ మీటర్ల ఏర్పాటుపై రాష్ట్ర వైఖరిని స్పష్టం చేశారు. [415,467,579,534]
paragraph: జీహెచ్ఎంసీ పరిధిలోని పలు ప్రాంతాల్లో శాంపిళ్లను సేకరించి ల్యాబ్ లకు పంపారు. వాటిలో 60 శాతానికి పైగా నమూనాల్లో మత్తు పదార్థాలు ఉన్నట్లు తేలింది. డైజీపామ్, ఆల్ప్రాజోలం, క్లోనాజెపామ్ వంటి రసాయనాలు కలుపుతున్నట్లు నిర్ధారణ అయింది. వీటి వినియోగంతో కిడ్నీ, కాలేయ సమస్యలు వస్తాయని వైద్యులు హెచ్చరిస్తున్నారు. [589,1464,753,1543]
paragraph: తన పత్రికపై వచ్చిన కేసుల వివరాలను కూడా సిట్ కు అందజేశానని మల్లన్న తెలిపారు. ఫోన్ ట్యాపింగ్ బాధితులంతా ముందుకు వచ్చి ఫిర్యాదు చేయాలని కోరారు. ఈ వ్యవహారంలో దోషులకు శిక్ష పడే వరకు పోరాటం కొనసాగిస్తామన్నారు. [1115,2019,1234,2097]
paragraph: గ్రిడ్ స్థిరత్వం, ఇంధన నిల్వ ప్రాజెక్టులపై సదస్సులో సమీక్ష జరిగింది. పంప్డ్ స్టోరేజీ ప్రాజెక్టులకు తెలంగాణ అనుకూలమని అధికారులు వివరించారు. కేంద్ర పథకాల కింద రాష్ట్రానికి రూ.10 వేల కోట్ల సాయం అందనుంది. సోలార్ రూఫ్ టాప్ పథకంలో రాయితీలు పెంచాలని రాష్ట్రం కోరింది. [242,1127,405,1194]
paragraph: హైదరాబాద్ పోలీస్ కమిషనరేట్ పరిధిలో నమోదైన ఈ కేసులో ఇప్పటికే నలుగురు అధికారులు అరెస్టయ్యారు. అమెరికాలో ఉన్న ప్రధాన నిందితుడి రాకపై సిట్ దృష్టి సారించింది. 2022లో జరిగిన ఎన్నికల సమయంలోనూ ట్యాపింగ్ జరిగిందని విచారణలో వెల్లడైంది. ఫోన్ ట్యాపింగ్ పై స్టే ఇచ్చేందుకు హైకోర్టు నిరాకరించింది. [26,276,230,343]
paragraph: తాటి, ఈత చెట్ల సంఖ్య తగ్గిపోవడంతో సహజ కల్లు లభ్యత పడిపోయింది. డిమాండ్ కు తగ్గ సరఫరా లేకపోవడంతో కల్తీ దందా పెరిగిందని నిపుణులు విశ్లేషిస్తున్నారు. గీత కార్మికుల సంక్షేమానికి ప్రత్యేక బోర్డు ఏర్పాటు చేయాలన్న డిమాండ్ ఉంది. నీరా క్లస్టర్ల ఏర్పాటుకు ప్రభుత్వం సూత్రప్రాయంగా అంగీకరించింది. [415,1789,579,1867]
paragraph: యెమెన్ జైలులో మరణశిక్ష ఎదుర్కొంటున్న కేరళ నర్సు నిమిష ప్రియ కేసు అత్యంత సున్నితమైనదని కేంద్రం సుప్రీంకోర్టుకు తెలిపింది. దౌత్య మార్గాల ద్వారా ఆమెను కాపాడేందుకు అన్ని ప్రయత్నాలు చేస్తున్నామని అటార్నీ జనరల్ పేర్కొన్నారు. జులై 16న అమలు కావాల్సిన మరణశిక్ష ప్రస్తుతానికి వాయిదా పడింది. [1115,1090,1238,1190]
article-nurse-body [1115,495,1371,1318]
paragraph: యెమెన్ జైలులో మరణశిక్ష ఎదుర్కొంటున్న కేరళ నర్సు నిమిష ప్రియ కేసు అత్యంత సున్నితమైనదని కేంద్రం సుప్రీంకోర్టుకు తెలిపింది. దౌత్య మార్గాల ద్వారా ఆమెను కాపాడేందుకు అన్ని ప్రయత్నాలు చేస్తున్నామని అటార్నీ జనరల్ పేర్కొన్నారు. జులై 16న అమలు కావాల్సిన మరణశిక్ష ప్రస్తుతానికి వాయిదా పడింది. [1115,495,1238,596]
paragraph: పాలేరులో ప్రతి ఇంటికీ మంచినీరు అందించేందుకు రూ.200 కోట్లతో పనులు చేపట్టామని తెలిపారు. పేదలకు ఇందిరమ్మ ఇళ్ల నిర్మాణం వేగంగా సాగుతోందని, తొలి విడతలో 3,500 ఇళ్లు మంజూరయ్యాయని చెప్పారు. యువతకు ఉపాధి కల్పించేందుకు పారిశ్రామిక పార్కు ఏర్పాటు చేస్తామన్నారు. [242,700,405,778]
paragraph: పాలేరు నియోజకవర్గ ప్రజలతో తనది విడదీయరాని అనుబంధమని మంత్రి తుమ్మల నాగేశ్వరరావు అన్నారు. తల్లి కొడుకుల బంధం లాంటి ఈ అనుబంధాన్ని ఎవరూ విడదీయలేరని చెప్పారు. నియోజకవర్గ అభివృద్ధికి రూ.3500 కోట్లతో ప్రణాళికలు సిద్ధం చేశామని, ప్రతి గ్రామానికి తాగునీరు, సాగునీరు అందించడమే లక్ష్యమని తెలిపారు. [415,947,579,1037]
article-lead-body [242,116,1697,307]
paragraph: సుప్రీంకోర్టులో జరిగిన విచారణ సందర్భంగా కేంద్రం తన వైఖరిని వివరించింది. యెమెన్ తో భారత్ కు అధికారిక దౌత్య సంబంధాలు లేకపోవడంతో చర్చలు క్లిష్టంగా మారాయని తెలిపింది. తదుపరి విచారణ ఆగస్టు 14కు వాయిదా పడింది. అప్పటిలోగా పురోగతి ఉంటుందని ఆశాభావం వ్యక్తం చేసింది. [1248,686,1371,786]
paragraph: కేసీఆర్ ప్రభుత్వ హయాంలో ప్రతిపక్ష నేతలు, జర్నలిస్టులు, వ్యాపారవేత్తల ఫోన్లు ట్యాప్ అయ్యాయని ఆరోపణలు ఉన్నాయి. ఈ వ్యవహారంలో మొత్తం 317 మంది సాక్షులను ఇప్పటివరకు విచారించారు. ఎస్ఐబీ మాజీ చీఫ్ ప్రభాకర్ రావు ప్రధాన నిందితుడిగా ఉన్న ఈ కేసులో తదుపరి విచారణకు సన్నాహాలు జరుగుతున్నాయి. [26,203,230,270]
paragraph: తన పత్రికపై వచ్చిన కేసుల వివరాలను కూడా సిట్ కు అందజేశానని మల్లన్న తెలిపారు. ఫోన్ ట్యాపింగ్ బాధితులంతా ముందుకు వచ్చి ఫిర్యాదు చేయాలని కోరారు. ఈ వ్యవహారంలో దోషులకు శిక్ష పడే వరకు పోరాటం కొనసాగిస్తామన్నారు. [1115,1576,1234,1654]
paragraph: కడప జిల్లాలోని ఓ గ్రామంలో దశాబ్దాలుగా కొనసాగుతున్న ఫ్యాక్షన్ వైరం ఇరు వర్గాల కుటుంబాలను నాశనం చేసింది. కేసులు, కోర్టుల చుట్టూ తిరుగుతూ ఆస్తులన్నీ హారతి కర్పూరంలా కరిగిపోయాయని బాధితులు వాపోతున్నారు. యువత ఉపాధి కోల్పోయి వలస బాట పట్టింది. [26,1516,230,1571]
paragraph: ఖమ్మం జిల్లా అభివృద్ధికి ప్రత్యేక ప్రణాళిక అమలు చేస్తున్నామని మంత్రి తెలిపారు. సీతారామ ప్రాజెక్టు పనులు వేగవంతం చేశామని, 2026 నాటికి పూర్తి చేస్తామని హామీ ఇచ్చారు. నియోజకవర్గంలో రూ.వెయ్యి కోట్లతో రోడ్లు, వంతెనల నిర్మాణం జరుగుతోందన్నారు. మిషన్ భగీరథ పైపులైన్ల మరమ్మతులకు నిధులు మంజూరు చేశామన్నారు. [589,510,753,588]
paragraph: రంగారెడ్డి, మేడ్చల్, సంగారెడ్డి జిల్లాల్లో కల్తీ కల్లు దందా యథేచ్ఛగా సాగుతోంది. రాత్రి వేళల్లో ట్యాంకర్ల ద్వారా కల్తీ కల్లు రవాణా అవుతోందని స్థానికులు చెబుతున్నారు. కొందరి అండదండలతోనే ఈ దందా నడుస్తోందన్న ఆరోపణలు ఉన్నాయి. ఉన్నతాధికారులు స్పందించి చర్యలు తీసుకోవాలని ప్రజలు కోరుతున్నారు. [415,1621,579,1699]
paragraph: జీహెచ్ఎంసీ పరిధిలోని పలు ప్రాంతాల్లో శాంపిళ్లను సేకరించి ల్యాబ్ లకు పంపారు. వాటిలో 60 శాతానికి పైగా నమూనాల్లో మత్తు పదార్థాలు ఉన్నట్లు తేలింది. డైజీపామ్, ఆల్ప్రాజోలం, క్లోనాజెపామ్ వంటి రసాయనాలు కలుపుతున్నట్లు నిర్ధారణ అయింది. వీటి వినియోగంతో కిడ్నీ, కాలేయ సమస్యలు వస్తాయని వైద్యులు హెచ్చరిస్తున్నారు. [763,1369,926,1447]
paragraph: ఈ వ్యవహారంలో సుప్రీం కోర్టుకు వెళ్లేందుకు బీఆర్ఎస్ సిద్ధమవుతోంది. సిట్ దర్యాప్తు ఏకపక్షంగా సాగుతోందని ఆ పార్టీ నేతలు ఆరోపిస్తున్నారు. ఆధారాలు లేకుండా నేతల పేర్లను మీడియాకు లీక్ చేస్తున్నారని మండిపడుతున్నారు. కాగా దర్యాప్తు చట్ట ప్రకారమే జరుగుతోందని ప్రభుత్వ వర్గాలు స్పష్టం చేశాయి. [893,190,1046,279]
article-faction-body [26,1281,230,1683]
paragraph: నిమిష ప్రియకు మద్దతుగా కేరళలో పలు సంఘాలు ఉద్యమిస్తున్నాయి. ముఖ్యమంత్రి పినరయి విజయన్ ప్రధానికి లేఖ రాశారు. పార్లమెంటులోనూ ఈ అంశం ప్రస్తావనకు వచ్చింది. మానవతా దృక్పథంతో వ్యవహరించాలని ఎంపీలు కోరారు. [1248,793,1371,882]
paragraph: కల్లులో కెమికల్స్ కలిపే ముఠాలపై పీడీ యాక్ట్ నమోదు చేస్తామని ఎక్సైజ్ మంత్రి హెచ్చరించారు. తనిఖీల కోసం ప్రత్యేక బృందాలను రంగంలోకి దించామని తెలిపారు. కల్తీ నిర్ధారణ కోసం మొబైల్ ల్యాబ్ లను అందుబాటులోకి తెచ్చామన్నారు. ఫిర్యాదుల కోసం టోల్ ఫ్రీ నంబర్ ఏర్పాటు చేశారు. [589,1873,753,1940]
article-nurse [1115,470,1371,1318]
paragraph: కల్తీ కల్లు నియంత్రణకు ప్రత్యేక టాస్క్ ఫోర్స్ ఏర్పాటు చేయాలని నిపుణులు సూచిస్తున్నారు. గీత కార్మికులకు ప్రత్యామ్నాయ ఉపాధి కల్పించాలని, నీరా విధానాన్ని ప్రోత్సహించాలని డిమాండ్ చేస్తున్నారు. రాజధానిలో రోజుకు 77.78 లక్షల లీటర్ల కల్లు విక్రయమవుతున్నట్లు అంచనా. ఇందులో సగానికి పైగా కల్తీదేనని అనుమానాలున్నాయి. [242,1705,405,1783]
article-lead [242,70,1697,307]
paragraph: గ్రీన్ హైడ్రోజన్ హబ్ గా తెలంగాణను తీర్చిదిద్దేందుకు ప్రణాళికలు సిద్ధమవుతున్నాయి. నీటి లభ్యత, మౌలిక వసతులు, నైపుణ్య మానవ వనరులు రాష్ట్రానికి కలిసొచ్చే అంశాలని నిపుణులు చెబుతున్నారు. పరిశ్రమలకు సింగిల్ విండో అనుమతులు ఇస్తామని ప్రభుత్వం ప్రకటించింది. పెట్టుబడిదారులకు పూర్తి సహకారం అందిస్తామని హామీ ఇచ్చింది. [26,967,230,1034]
edition-date: శుక్రవారం 18 జులై 2025 [60,47,410,71]
paragraph: కల్తీ కల్లుతో కొందరు వ్యాపారులు ప్రజల ప్రాణాలతో చెలగాటమాడుతున్నారని ఆరోపణలు వెల్లువెత్తుతున్నాయి. హైదరాబాద్ శివార్లలోని కల్లు దుకాణాల్లో ఆల్ప్రాజోలం, డైజీపామ్ వంటి మత్తు పదార్థాలు కలుపుతున్నట్లు ఎక్సైజ్ దాడుల్లో వెల్లడైంది. గత ఏడాది 4,697 కేసులు నమోదు కాగా 1,95,391 లీటర్ల కల్తీ కల్లును స్వాధీనం చేసుకున్నారు. [415,1369,579,1459]
paragraph: 6.నేషనల్ గ్రీన్ హైడ్రోజన్ మిషన్ కింద ప్రోత్సాహకాలు: [415,639,537,661]
paragraph: కల్లులో కెమికల్స్ కలిపే ముఠాలపై పీడీ యాక్ట్ నమోదు చేస్తామని ఎక్సైజ్ మంత్రి హెచ్చరించారు. తనిఖీల కోసం ప్రత్యేక బృందాలను రంగంలోకి దించామని తెలిపారు. కల్తీ నిర్ధారణ కోసం మొబైల్ ల్యాబ్ లను అందుబాటులోకి తెచ్చామన్నారు. ఫిర్యాదుల కోసం టోల్ ఫ్రీ నంబర్ ఏర్పాటు చేశారు. [415,1873,579,1940]
paragraph: ప్రస్తుతం కుటుంబంలో మిగిలిన మహిళలు కూలి పనులు చేసుకుంటూ జీవనం సాగిస్తున్నారు. పిల్లల చదువులు మధ్యలోనే ఆగిపోయాయి. ప్రభుత్వ సాయం కోసం ఎదురుచూస్తున్నామని వారు కన్నీటి పర్యంతమయ్యారు. హింసతో సాధించేదేమీ లేదని గ్రహించామని చెబుతున్నారు. [26,1454,230,1510]
paragraph: కల్తీ కల్లు నియంత్రణకు ప్రత్యేక టాస్క్ ఫోర్స్ ఏర్పాటు చేయాలని నిపుణులు సూచిస్తున్నారు. గీత కార్మికులకు ప్రత్యామ్నాయ ఉపాధి కల్పించాలని, నీరా విధానాన్ని ప్రోత్సహించాలని డిమాండ్ చేస్తున్నారు. రాజధానిలో రోజుకు 77.78 లక్షల లీటర్ల కల్లు విక్రయమవుతున్నట్లు అంచనా. ఇందులో సగానికి పైగా కల్తీదేనని అనుమానాలున్నాయి. [589,1705,753,1783]
paragraph: కేసీఆర్ ప్రభుత్వ హయాంలో ప్రతిపక్ష నేతలు, జర్నలిస్టులు, వ్యాపారవేత్తల ఫోన్లు ట్యాప్ అయ్యాయని ఆరోపణలు ఉన్నాయి. ఈ వ్యవహారంలో మొత్తం 317 మంది సాక్షులను ఇప్పటివరకు విచారించారు. ఎస్ఐబీ మాజీ చీఫ్ ప్రభాకర్ రావు ప్రధాన నిందితుడిగా ఉన్న ఈ కేసులో తదుపరి విచారణకు సన్నాహాలు జరుగుతున్నాయి. [405,117,557,206]
paragraph: నిమిష ప్రియ కుటుంబ సభ్యులు కేంద్రం జోక్యం చేసుకోవాలని విజ్ఞప్తి చేశారు. బాధిత కుటుంబానికి బ్లడ్ మనీ చెల్లించేందుకు సిద్ధంగా ఉన్నామని తెలిపారు. రూ.8.6 కోట్ల వరకు సమీకరించినట్లు యాక్షన్ కౌన్సిల్ ప్రతినిధులు వెల్లడించారు. క్షమాభిక్షపై బాధిత కుటుంబం నిర్ణయమే కీలకం కానుంది. [1248,495,1371,596]
paragraph: రంగారెడ్డి, మేడ్చల్, సంగారెడ్డి జిల్లాల్లో కల్తీ కల్లు దందా యథేచ్ఛగా సాగుతోంది. రాత్రి వేళల్లో ట్యాంకర్ల ద్వారా కల్తీ కల్లు రవాణా అవుతోందని స్థానికులు చెబుతున్నారు. కొందరి అండదండలతోనే ఈ దందా నడుస్తోందన్న ఆరోపణలు ఉన్నాయి. ఉన్నతాధికారులు స్పందించి చర్యలు తీసుకోవాలని ప్రజలు కోరుతున్నారు. [242,1621,405,1699]
paragraph: భారత ప్రభుత్వం ఈ కేసులో చేయగలిగినదంతా చేస్తోందని విదేశాంగ శాఖ తెలిపింది. బాధిత కుటుంబంతో చర్చలు జరిపేందుకు మధ్యవర్తుల సాయం తీసుకుంటున్నట్లు వెల్లడించింది. మత పెద్దల జోక్యంతో శిక్ష అమలు వాయిదా పడిందని సమాచారం. [1115,804,1238,882]
right-rail [1108,302,1638,1318]
article-brs-body [1115,1370,1364,2140]
paragraph: పాలేరు నియోజకవర్గ ప్రజలతో తనది విడదీయరాని అనుబంధమని మంత్రి తుమ్మల నాగేశ్వరరావు అన్నారు. తల్లి కొడుకుల బంధం లాంటి ఈ అనుబంధాన్ని ఎవరూ విడదీయలేరని చెప్పారు. నియోజకవర్గ అభివృద్ధికి రూ.3500 కోట్లతో ప్రణాళికలు సిద్ధం చేశామని, ప్రతి గ్రామానికి తాగునీరు, సాగునీరు అందించడమే లక్ష్యమని తెలిపారు. [242,342,405,432]
paragraph: సుప్రీంకోర్టులో జరిగిన విచారణ సందర్భంగా కేంద్రం తన వైఖరిని వివరించింది. యెమెన్ తో భారత్ కు అధికారిక దౌత్య సంబంధాలు లేకపోవడంతో చర్చలు క్లిష్టంగా మారాయని తెలిపింది. తదుపరి విచారణ ఆగస్టు 14కు వాయిదా పడింది. అప్పటిలోగా పురోగతి ఉంటుందని ఆశాభావం వ్యక్తం చేసింది. [1115,888,1238,989]
paragraph: ఫోన్ ట్యాపింగ్ వ్యవహారం రోజురోజుకూ కొత్త మలుపులు తిరుగుతోంది. బిఆర్ఎస్ హయాంలో జరిగిన ఈ వ్యవహారంపై సిట్ దర్యాప్తు వేగవంతం చేసింది. పలువురు పోలీసు అధికారులను ఇప్పటికే విచారించిన సిట్, మరికొందరికి నోటీసులు జారీ చేసింది. ట్యాపింగ్ కు సంబంధించిన కీలక ఆధారాలు లభించాయని అధికారులు చెబుతున్నారు. త్వరలోనే అనుబంధ ఛార్జిషీట్ దాఖలు చేయనున్నట్లు సమాచారం. [1515,303,1638,438]
site-url-link[interactable]: epaper.telugurekhamedia.com [70,30,254,44]
paragraph: ఫోన్ ట్యాపింగ్ వల్ల తన రాజకీయ, వ్యక్తిగత జీవితంపై తీవ్ర ప్రభావం పడిందని మల్లన్న వివరించారు. తన సంభాషణలను అడ్డుపెట్టుకుని ఎదురుదాడులు చేశారని ఆరోపించారు. బాధితులందరికీ న్యాయం జరిగే వరకు విశ్రమించబోనని స్పష్టం చేశారు. [1115,1481,1234,1570]
paragraph: గత నెలలో జరిగిన ఘటనలో కల్తీ కల్లు తాగిన 17 మంది ఆసుపత్రి పాలయ్యారు. వీరిలో ఇద్దరి పరిస్థితి విషమంగా ఉంది. ఘటనపై విచారణకు ప్రభుత్వం ఆదేశించింది. సంబంధిత దుకాణం లైసెన్స్ రద్దు చేసి నిర్వాహకులపై క్రిమినల్ కేసులు నమోదు చేశారు. [589,1946,753,2001]
paragraph: 3.ఎంఎస్ఎంఈ, స్టార్టప్ లకు ప్రోత్సాహం: [415,342,550,352]
paragraph: పునరుత్పాదక ఇంధన రంగంలో కేంద్ర, రాష్ట్ర ప్రభుత్వాలు కలిసి పనిచేయాలని కేంద్ర మంత్రి ప్రహ్లాద్ జోషి పిలుపునిచ్చారు. గ్రీన్ హైడ్రోజన్, సోలార్, విండ్ ప్రాజెక్టులకు తెలంగాణలో అపార అవకాశాలున్నాయని అన్నారు. 2030 నాటికి 500 గిగావాట్ల పునరుత్పాదక సామర్థ్యం లక్ష్యంగా కేంద్రం ముందుకు సాగుతోందని వివరించారు. [26,565,230,632]
paragraph: గత మూడేళ్లలో కల్తీ కల్లు తాగి 120 మందికి పైగా మృతి చెందినట్లు అంచనా. బాధిత కుటుంబాలకు పరిహారం అందించాలని బాధితులు డిమాండ్ చేస్తున్నారు. దుకాణాల లైసెన్సుల రెన్యువల్ పై ఆంక్షలు విధించాలని ప్రజా సంఘాలు కోరుతున్నాయి. అక్రమార్కులపై కఠిన చర్యలు తప్పవని అధికారులు హెచ్చరించారు. [763,1683,926,1761]
paragraph: గ్రీన్ హైడ్రోజన్ హబ్ గా తెలంగాణను తీర్చిదిద్దేందుకు ప్రణాళికలు సిద్ధమవుతున్నాయి. నీటి లభ్యత, మౌలిక వసతులు, నైపుణ్య మానవ వనరులు రాష్ట్రానికి కలిసొచ్చే అంశాలని నిపుణులు చెబుతున్నారు. పరిశ్రమలకు సింగిల్ విండో అనుమతులు ఇస్తామని ప్రభుత్వం ప్రకటించింది. పెట్టుబడిదారులకు పూర్తి సహకారం అందిస్తామని హామీ ఇచ్చింది. [415,665,579,755]
paragraph: ఫోన్ ట్యాపింగ్ ద్వారా సేకరించిన సమాచారాన్ని రాజకీయ అవసరాలకు వాడుకున్నారని ఆరోపణలున్నాయి. బీఆర్ఎస్ నేతల ఫోన్లు కూడా ట్యాప్ అయ్యాయని, మొత్తం 245 మంది బాధితుల జాబితా సిద్ధమైందని సమాచారం. బాధితుల్లో సినీ తారలు, క్రీడాకారులు కూడా ఉన్నట్లు తెలుస్తోంది. [26,349,230,404]
paragraph: జీహెచ్ఎంసీ పరిధిలోని పలు ప్రాంతాల్లో శాంపిళ్లను సేకరించి ల్యాబ్ లకు పంపారు. వాటిలో 60 శాతానికి పైగా నమూనాల్లో మత్తు పదార్థాలు ఉన్నట్లు తేలింది. డైజీపామ్, ఆల్ప్రాజోలం, క్లోనాజెపామ్ వంటి రసాయనాలు కలుపుతున్నట్లు నిర్ధారణ అయింది. వీటి వినియోగంతో కిడ్నీ, కాలేయ సమస్యలు వస్తాయని వైద్యులు హెచ్చరిస్తున్నారు. [242,1464,405,1543]
continued-note: (మొదటి పేజీ తరువాయి...) [26,1266,111,1277]
paragraph: రంగారెడ్డి, మేడ్చల్, సంగారెడ్డి జిల్లాల్లో కల్తీ కల్లు దందా యథేచ్ఛగా సాగుతోంది. రాత్రి వేళల్లో ట్యాంకర్ల ద్వారా కల్తీ కల్లు రవాణా అవుతోందని స్థానికులు చెబుతున్నారు. కొందరి అండదండలతోనే ఈ దందా నడుస్తోందన్న ఆరోపణలు ఉన్నాయి. ఉన్నతాధికారులు స్పందించి చర్యలు తీసుకోవాలని ప్రజలు కోరుతున్నారు. [763,1453,926,1531]
paragraph: విద్యుత్ రంగ సంస్కరణలపై ఢిల్లీలో జరిగిన సదస్సులో తెలంగాణ డిప్యూటీ సీఎం భట్టి విక్రమార్క పాల్గొన్నారు. రాష్ట్ర విద్యుత్ సంస్థల పనితీరును వివరించారు. ఉచిత విద్యుత్ పథకాలకు కేంద్ర సాయం కోరారు. స్మార్ట్ మీటర్ల ఏర్పాటుపై రాష్ట్ర వైఖరిని స్పష్టం చేశారు. [26,772,230,827]
paragraph: 1.గ్రీన్ ఎనర్జీ ఎంపికకు నిరంతర భరోసా: [242,1112,372,1123]
paragraph: ట్యాపింగ్ పరికరాలను ధ్వంసం చేసిన ఘటనపైనా విచారణ సాగుతోంది. ఎన్నికల ఫలితాలు వెలువడిన మరుసటి రోజే ఎస్ఐబీ కార్యాలయంలో హార్డ్ డిస్క్ లు ధ్వంసమయ్యాయని తేలింది. వీటిని పునరుద్ధరించేందుకు ఫోరెన్సిక్ నిపుణుల సాయం తీసుకుంటున్నారు. విదేశీ సంస్థల నుంచి కొనుగోలు చేసిన పరికరాల వివరాలను ఆరా తీస్తున్నారు. [1218,117,1371,217]
paragraph: కల్తీ కల్లు నియంత్రణకు ప్రత్యేక టాస్క్ ఫోర్స్ ఏర్పాటు చేయాలని నిపుణులు సూచిస్తున్నారు. గీత కార్మికులకు ప్రత్యామ్నాయ ఉపాధి కల్పించాలని, నీరా విధానాన్ని ప్రోత్సహించాలని డిమాండ్ చేస్తున్నారు. రాజధానిలో రోజుకు 77.78 లక్షల లీటర్ల కల్లు విక్రయమవుతున్నట్లు అంచనా. ఇందులో సగానికి పైగా కల్తీదేనని అనుమానాలున్నాయి. [763,1935,926,2013]
article-faction-title: ఫ్యాక్షన్‌తో సర్వస్వం కోల్పోయిన కుటుంబం [26,1249,202,1262]
paragraph: కేరళకు చెందిన నిమిష ప్రియ 2008లో యెమెన్ వెళ్లి నర్సుగా పనిచేశారు. 2017లో వ్యాపార భాగస్వామి హత్య కేసులో ఆమెకు మరణశిక్ష పడింది. అప్పటి నుంచి ఆమె సనా జైలులో శిక్ష అనుభవిస్తున్నారు. ఆమె తల్లి యెమెన్ లోనే ఉండి న్యాయ పోరాటం సాగిస్తున్నారు. [1248,995,1371,1084]
article-paleru [242,302,1100,1318]
paragraph: ఇందిరమ్మ రాజ్యం సాకారం దిశగా అడుగులు వేస్తున్నామని ముఖ్యమంత్రి అన్నారు. పేదల సంక్షేమం, యువతకు ఉద్యోగాలు, రైతుల అభ్యున్నతియే ప్రభుత్వ ప్రాధాన్యాలని చెప్పారు. నియామక ప్రకటనల ద్వారా 60 వేల ప్రభుత్వ ఉద్యోగాలు భర్తీ చేశామన్నారు. [893,117,1046,184]
paragraph: పునరుత్పాదక ఇంధన రంగంలో కేంద్ర, రాష్ట్ర ప్రభుత్వాలు కలిసి పనిచేయాలని కేంద్ర మంత్రి ప్రహ్లాద్ జోషి పిలుపునిచ్చారు. గ్రీన్ హైడ్రోజన్, సోలార్, విండ్ ప్రాజెక్టులకు తెలంగాణలో అపార అవకాశాలున్నాయని అన్నారు. 2030 నాటికి 500 గిగావాట్ల పునరుత్పాదక సామర్థ్యం లక్ష్యంగా కేంద్రం ముందుకు సాగుతోందని వివరించారు. [589,689,753,768]
paragraph: ఫ్యాక్షన్ గొడవలతో ఓ కుటుంబం సర్వస్వం కోల్పోయింది. 2011లో జరిగిన ఘటనలో కుటుంబ పెద్ద ప్రాణాలు కోల్పోగా, ఆ తర్వాత వరుస కేసులతో కుటుంబం ఆర్థికంగా చితికిపోయింది. ఉన్న కొద్దిపాటి భూమిని అమ్ముకుని కోర్టుల చుట్టూ తిరుగుతున్నారు. [26,1638,230,1683]
paragraph: ఫోన్ ట్యాపింగ్ ద్వారా సేకరించిన సమాచారాన్ని రాజకీయ అవసరాలకు వాడుకున్నారని ఆరోపణలున్నాయి. బీఆర్ఎస్ నేతల ఫోన్లు కూడా ట్యాప్ అయ్యాయని, మొత్తం 245 మంది బాధితుల జాబితా సిద్ధమైందని సమాచారం. బాధితుల్లో సినీ తారలు, క్రీడాకారులు కూడా ఉన్నట్లు తెలుస్తోంది. [1381,212,1534,290]
paragraph: భారత ప్రభుత్వం ఈ కేసులో చేయగలిగినదంతా చేస్తోందని విదేశాంగ శాఖ తెలిపింది. బాధిత కుటుంబంతో చర్చలు జరిపేందుకు మధ్యవర్తుల సాయం తీసుకుంటున్నట్లు వెల్లడించింది. మత పెద్దల జోక్యంతో శిక్ష అమలు వాయిదా పడిందని సమాచారం. [1248,602,1371,680]
article-renewable-title: పునరుత్పాదక ఇంధనాలపై సహకారం [26,547,182,560]
paragraph: కేరళకు చెందిన నిమిష ప్రియ 2008లో యెమెన్ వెళ్లి నర్సుగా పనిచేశారు. 2017లో వ్యాపార భాగస్వామి హత్య కేసులో ఆమెకు మరణశిక్ష పడింది. అప్పటి నుంచి ఆమె సనా జైలులో శిక్ష అనుభవిస్తున్నారు. ఆమె తల్లి యెమెన్ లోనే ఉండి న్యాయ పోరాటం సాగిస్తున్నారు. [1115,602,1238,691]
article-tapping-title: క్లైమాక్స్ కు చేరిన ఫోన్ ట్యాపింగ్ వ్యవహారం... [26,102,215,114]
paragraph: సిట్ అధికారులు తన వాంగ్మూలాన్ని నమోదు చేసుకున్నారని, అవసరమైతే మరోసారి హాజరవుతానని చెప్పారు. ట్యాపింగ్ పరికరాల కొనుగోలు, డేటా ధ్వంసంపైనా అధికారులు ఆరా తీశారని వివరించారు. [1245,1465,1364,1533]
paragraph: ఖమ్మం జిల్లా అభివృద్ధికి ప్రత్యేక ప్రణాళిక అమలు చేస్తున్నామని మంత్రి తెలిపారు. సీతారామ ప్రాజెక్టు పనులు వేగవంతం చేశామని, 2026 నాటికి పూర్తి చేస్తామని హామీ ఇచ్చారు. నియోజకవర్గంలో రూ.వెయ్యి కోట్లతో రోడ్లు, వంతెనల నిర్మాణం జరుగుతోందన్నారు. మిషన్ భగీరథ పైపులైన్ల మరమ్మతులకు నిధులు మంజూరు చేశామన్నారు. [242,521,405,600]
paragraph: ఈ వ్యవహారంలో సుప్రీం కోర్టుకు వెళ్లేందుకు బీఆర్ఎస్ సిద్ధమవుతోంది. సిట్ దర్యాప్తు ఏకపక్షంగా సాగుతోందని ఆ పార్టీ నేతలు ఆరోపిస్తున్నారు. ఆధారాలు లేకుండా నేతల పేర్లను మీడియాకు లీక్ చేస్తున్నారని మండిపడుతున్నారు. కాగా దర్యాప్తు చట్ట ప్రకారమే జరుగుతోందని ప్రభుత్వ వర్గాలు స్పష్టం చేశాయి. [26,410,230,465]
paragraph: గత మూడేళ్లలో కల్తీ కల్లు తాగి 120 మందికి పైగా మృతి చెందినట్లు అంచనా. బాధిత కుటుంబాలకు పరిహారం అందించాలని బాధితులు డిమాండ్ చేస్తున్నారు. దుకాణాల లైసెన్సుల రెన్యువల్ పై ఆంక్షలు విధించాలని ప్రజా సంఘాలు కోరుతున్నాయి. అక్రమార్కులపై కఠిన చర్యలు తప్పవని అధికారులు హెచ్చరించారు. [415,2007,579,2085]
paragraph: నిమిష ప్రియ కుటుంబ సభ్యులు కేంద్రం జోక్యం చేసుకోవాలని విజ్ఞప్తి చేశారు. బాధిత కుటుంబానికి బ్లడ్ మనీ చెల్లించేందుకు సిద్ధంగా ఉన్నామని తెలిపారు. రూ.8.6 కోట్ల వరకు సమీకరించినట్లు యాక్షన్ కౌన్సిల్ ప్రతినిధులు వెల్లడించారు. క్షమాభిక్షపై బాధిత కుటుంబం నిర్ణయమే కీలకం కానుంది. [1115,697,1238,798]
article-renewable-body [26,565,230,1035]
paragraph: గ్రాడ్యుయేట్ ఎమ్మెల్సీ ఎన్నికల సమయంలోనూ తన ఫోన్ నిఘాలో ఉందని ఆయన పేర్కొన్నారు. ప్రత్యర్థుల వ్యూహాలను ముందే తెలుసుకుని అడ్డుకున్నారని ఆరోపించారు. వీటన్నింటిపై సమగ్ర నివేదికను సిట్ కు సమర్పించినట్లు వెల్లడించారు. [1115,1660,1234,1750]
paragraph: ఇందిరమ్మ రాజ్యం సాకారం దిశగా అడుగులు వేస్తున్నామని ముఖ్యమంత్రి అన్నారు. పేదల సంక్షేమం, యువతకు ఉద్యోగాలు, రైతుల అభ్యున్నతియే ప్రభుత్వ ప్రాధాన్యాలని చెప్పారు. నియామక ప్రకటనల ద్వారా 60 వేల ప్రభుత్వ ఉద్యోగాలు భర్తీ చేశామన్నారు. [242,784,405,852]
paragraph: నగర శివారు ప్రాంతాల్లోని కల్లు కాంపౌండ్లపై ఎక్సైజ్ అధికారులు ఆకస్మిక తనిఖీలు నిర్వహించారు. 2023-24లో 53 లక్షల లీటర్లు, 2024-25లో 50 లక్షల లీటర్ల కల్తీ కల్లు పట్టుబడిందని గణాంకాలు చెబుతున్నాయి. మత్తు పదార్థాలు కలిపిన కల్లు తాగి పలువురు అస్వస్థతకు గురయ్యారు. [242,1548,405,1615]
paragraph: గత నెలలో జరిగిన ఘటనలో కల్తీ కల్లు తాగిన 17 మంది ఆసుపత్రి పాలయ్యారు. వీరిలో ఇద్దరి పరిస్థితి విషమంగా ఉంది. ఘటనపై విచారణకు ప్రభుత్వం ఆదేశించింది. సంబంధిత దుకాణం లైసెన్స్ రద్దు చేసి నిర్వాహకులపై క్రిమినల్ కేసులు నమోదు చేశారు. [242,1946,405,2001]
paragraph: కాంగ్రెస్ ప్రభుత్వం అధికారంలోకి వచ్చి 18 నెలలు పూర్తయిన సందర్భంగా సాధించిన ప్రగతిని వివరించారు. ఆరు గ్యారంటీల అమలుకు రూ.34 వేల కోట్లు ఖర్చు చేశామని, మహాలక్ష్మి పథకం కింద 90 కోట్ల ఉచిత బస్సు ప్రయాణాలు నమోదయ్యాయని తెలిపారు. రైతు భరోసా కింద ఎకరాకు రూ.12,000 అందిస్తున్నామన్నారు. [589,342,753,420]
paragraph: పాలేరులో ప్రతి ఇంటికీ మంచినీరు అందించేందుకు రూ.200 కోట్లతో పనులు చేపట్టామని తెలిపారు. పేదలకు ఇందిరమ్మ ఇళ్ల నిర్మాణం వేగంగా సాగుతోందని, తొలి విడతలో 3,500 ఇళ్లు మంజూరయ్యాయని చెప్పారు. యువతకు ఉపాధి కల్పించేందుకు పారిశ్రామిక పార్కు ఏర్పాటు చేస్తామన్నారు. [415,863,579,941]
paragraph: పాలేరులో ప్రతి ఇంటికీ మంచినీరు అందించేందుకు రూ.200 కోట్లతో పనులు చేపట్టామని తెలిపారు. పేదలకు ఇందిరమ్మ ఇళ్ల నిర్మాణం వేగంగా సాగుతోందని, తొలి విడతలో 3,500 ఇళ్లు మంజూరయ్యాయని చెప్పారు. యువతకు ఉపాధి కల్పించేందుకు పారిశ్రామిక పార్కు ఏర్పాటు చేస్తామన్నారు. [589,426,753,504]
paragraph: ఫోన్ ట్యాపింగ్ వల్ల తన రాజకీయ, వ్యక్తిగత జీవితంపై తీవ్ర ప్రభావం పడిందని మల్లన్న వివరించారు. తన సంభాషణలను అడ్డుపెట్టుకుని ఎదురుదాడులు చేశారని ఆరోపించారు. బాధితులందరికీ న్యాయం జరిగే వరకు విశ్రమించబోనని స్పష్టం చేశారు. [1115,1924,1234,2013]
article-lead-title: కెసిఆర్ కుటుంబం కడుపునిండా విషమే [595,71,1018,103]
paragraph: జీహెచ్ఎంసీ పరిధిలోని పలు ప్రాంతాల్లో శాంపిళ్లను సేకరించి ల్యాబ్ లకు పంపారు. వాటిలో 60 శాతానికి పైగా నమూనాల్లో మత్తు పదార్థాలు ఉన్నట్లు తేలింది. డైజీపామ్, ఆల్ప్రాజోలం, క్లోనాజెపామ్ వంటి రసాయనాలు కలుపుతున్నట్లు నిర్ధారణ అయింది. వీటి వినియోగంతో కిడ్నీ, కాలేయ సమస్యలు వస్తాయని వైద్యులు హెచ్చరిస్తున్నారు. [415,1464,579,1543]
article-nurse-title: నర్స్ నిమిష ప్రియ కేసు సున్నితాంశం [1147,470,1339,485]
paragraph: ఫోన్ ట్యాపింగ్ ద్వారా సేకరించిన సమాచారాన్ని రాజకీయ అవసరాలకు వాడుకున్నారని ఆరోపణలున్నాయి. బీఆర్ఎస్ నేతల ఫోన్లు కూడా ట్యాప్ అయ్యాయని, మొత్తం 245 మంది బాధితుల జాబితా సిద్ధమైందని సమాచారం. బాధితుల్లో సినీ తారలు, క్రీడాకారులు కూడా ఉన్నట్లు తెలుస్తోంది. [730,212,883,290]
article-employment-title: ఉపాధిహామీతో దక్షిణాదిలో ఏపీ ఆదర్శం [26,1043,191,1056]
brand-name: తెలుగు రేఖ [1225,28,1366,65]
article-employment-body [26,1061,230,1240]
paragraph: గ్రిడ్ స్థిరత్వం, ఇంధన నిల్వ ప్రాజెక్టులపై సదస్సులో సమీక్ష జరిగింది. పంప్డ్ స్టోరేజీ ప్రాజెక్టులకు తెలంగాణ అనుకూలమని అధికారులు వివరించారు. కేంద్ర పథకాల కింద రాష్ట్రానికి రూ.10 వేల కోట్ల సాయం అందనుంది. సోలార్ రూఫ్ టాప్ పథకంలో రాయితీలు పెంచాలని రాష్ట్రం కోరింది. [26,906,230,961]
paragraph: కడప జిల్లాలోని ఓ గ్రామంలో దశాబ్దాలుగా కొనసాగుతున్న ఫ్యాక్షన్ వైరం ఇరు వర్గాల కుటుంబాలను నాశనం చేసింది. కేసులు, కోర్టుల చుట్టూ తిరుగుతూ ఆస్తులన్నీ హారతి కర్పూరంలా కరిగిపోయాయని బాధితులు వాపోతున్నారు. యువత ఉపాధి కోల్పోయి వలస బాట పట్టింది. [26,1332,230,1387]
paragraph: విద్యుత్ రంగ సంస్కరణలపై ఢిల్లీలో జరిగిన సదస్సులో తెలంగాణ డిప్యూటీ సీఎం భట్టి విక్రమార్క పాల్గొన్నారు. రాష్ట్ర విద్యుత్ సంస్థల పనితీరును వివరించారు. ఉచిత విద్యుత్ పథకాలకు కేంద్ర సాయం కోరారు. స్మార్ట్ మీటర్ల ఏర్పాటుపై రాష్ట్ర వైఖరిని స్పష్టం చేశారు. [589,773,753,840]
paragraph: ఫోన్ ట్యాపింగ్ వ్యవహారం రోజురోజుకూ కొత్త మలుపులు తిరుగుతోంది. బిఆర్ఎస్ హయాంలో జరిగిన ఈ వ్యవహారంపై సిట్ దర్యాప్తు వేగవంతం చేసింది. పలువురు పోలీసు అధికారులను ఇప్పటికే విచారించిన సిట్, మరికొందరికి నోటీసులు జారీ చేసింది. ట్యాపింగ్ కు సంబంధించిన కీలక ఆధారాలు లభించాయని అధికారులు చెబుతున్నారు. త్వరలోనే అనుబంధ ఛార్జిషీట్ దాఖలు చేయనున్నట్లు సమాచారం. [567,117,720,217]
paragraph: కేరళకు చెందిన నిమిష ప్రియ 2008లో యెమెన్ వెళ్లి నర్సుగా పనిచేశారు. 2017లో వ్యాపార భాగస్వామి హత్య కేసులో ఆమెకు మరణశిక్ష పడింది. అప్పటి నుంచి ఆమె సనా జైలులో శిక్ష అనుభవిస్తున్నారు. ఆమె తల్లి యెమెన్ లోనే ఉండి న్యాయ పోరాటం సాగిస్తున్నారు. [1115,1197,1238,1286]
paragraph: గత నెలలో జరిగిన ఘటనలో కల్తీ కల్లు తాగిన 17 మంది ఆసుపత్రి పాలయ్యారు. వీరిలో ఇద్దరి పరిస్థితి విషమంగా ఉంది. ఘటనపై విచారణకు ప్రభుత్వం ఆదేశించింది. సంబంధిత దుకాణం లైసెన్స్ రద్దు చేసి నిర్వాహకులపై క్రిమినల్ కేసులు నమోదు చేశారు. [763,1621,926,1676]
paragraph: నగర శివారు ప్రాంతాల్లోని కల్లు కాంపౌండ్లపై ఎక్సైజ్ అధికారులు ఆకస్మిక తనిఖీలు నిర్వహించారు. 2023-24లో 53 లక్షల లీటర్లు, 2024-25లో 50 లక్షల లీటర్ల కల్తీ కల్లు పట్టుబడిందని గణాంకాలు చెబుతున్నాయి. మత్తు పదార్థాలు కలిపిన కల్లు తాగి పలువురు అస్వస్థతకు గురయ్యారు. [415,1548,579,1615]
paragraph: ట్యాపింగ్ పరికరాలను ధ్వంసం చేసిన ఘటనపైనా విచారణ సాగుతోంది. ఎన్నికల ఫలితాలు వెలువడిన మరుసటి రోజే ఎస్ఐబీ కార్యాలయంలో హార్డ్ డిస్క్ లు ధ్వంసమయ్యాయని తేలింది. వీటిని పునరుద్ధరించేందుకు ఫోరెన్సిక్ నిపుణుల సాయం తీసుకుంటున్నారు. విదేశీ సంస్థల నుంచి కొనుగోలు చేసిన పరికరాల వివరాలను ఆరా తీస్తున్నారు. [1248,303,1371,415]
paragraph: గత నెలలో జరిగిన ఘటనలో కల్తీ కల్లు తాగిన 17 మంది ఆసుపత్రి పాలయ్యారు. వీరిలో ఇద్దరి పరిస్థితి విషమంగా ఉంది. ఘటనపై విచారణకు ప్రభుత్వం ఆదేశించింది. సంబంధిత దుకాణం లైసెన్స్ రద్దు చేసి నిర్వాహకులపై క్రిమినల్ కేసులు నమోదు చేశారు. [415,1946,579,2001]
paragraph: పునరుత్పాదక ఇంధన రంగంలో కేంద్ర, రాష్ట్ర ప్రభుత్వాలు కలిసి పనిచేయాలని కేంద్ర మంత్రి ప్రహ్లాద్ జోషి పిలుపునిచ్చారు. గ్రీన్ హైడ్రోజన్, సోలార్, విండ్ ప్రాజెక్టులకు తెలంగాణలో అపార అవకాశాలున్నాయని అన్నారు. 2030 నాటికి 500 గిగావాట్ల పునరుత్పాదక సామర్థ్యం లక్ష్యంగా కేంద్రం ముందుకు సాగుతోందని వివరించారు. [242,955,405,1033]
paragraph: తెలంగాణలో పునరుత్పాదక విద్యుత్ సామర్థ్యం పెంపునకు కేంద్రం పూర్తి సహకారం.. [242,857,398,880]
article-toddy-body [242,1369,1100,2162]
paragraph: 7.అన్ని గ్రామాలకు హైబ్రిడ్ విద్యుత్ సరఫరా: [415,761,562,772]
paragraph: గ్రిడ్ స్థిరత్వం, ఇంధన నిల్వ ప్రాజెక్టులపై సదస్సులో సమీక్ష జరిగింది. పంప్డ్ స్టోరేజీ ప్రాజెక్టులకు తెలంగాణ అనుకూలమని అధికారులు వివరించారు. కేంద్ర పథకాల కింద రాష్ట్రానికి రూ.10 వేల కోట్ల సాయం అందనుంది. సోలార్ రూఫ్ టాప్ పథకంలో రాయితీలు పెంచాలని రాష్ట్రం కోరింది. [415,776,579,843]
paragraph: గ్రీన్ హైడ్రోజన్ హబ్ గా తెలంగాణను తీర్చిదిద్దేందుకు ప్రణాళికలు సిద్ధమవుతున్నాయి. నీటి లభ్యత, మౌలిక వసతులు, నైపుణ్య మానవ వనరులు రాష్ట్రానికి కలిసొచ్చే అంశాలని నిపుణులు చెబుతున్నారు. పరిశ్రమలకు సింగిల్ విండో అనుమతులు ఇస్తామని ప్రభుత్వం ప్రకటించింది. పెట్టుబడిదారులకు పూర్తి సహకారం అందిస్తామని హామీ ఇచ్చింది. [26,699,230,766]
paragraph: 2.జీరో కర్బన ఉద్గారాల దిశగా సీఈఎస్ స్థాపన, నిబంధనలు: [242,1199,397,1222]
section-title: జనరల్ వార్తలు [675,34,817,60]
paragraph: కల్లులో కెమికల్స్ కలిపే ముఠాలపై పీడీ యాక్ట్ నమోదు చేస్తామని ఎక్సైజ్ మంత్రి హెచ్చరించారు. తనిఖీల కోసం ప్రత్యేక బృందాలను రంగంలోకి దించామని తెలిపారు. కల్తీ నిర్ధారణ కోసం మొబైల్ ల్యాబ్ లను అందుబాటులోకి తెచ్చామన్నారు. ఫిర్యాదుల కోసం టోల్ ఫ్రీ నంబర్ ఏర్పాటు చేశారు. [242,1873,405,1940]
paragraph: ఇందిరమ్మ రాజ్యం సాకారం దిశగా అడుగులు వేస్తున్నామని ముఖ్యమంత్రి అన్నారు. పేదల సంక్షేమం, యువతకు ఉద్యోగాలు, రైతుల అభ్యున్నతియే ప్రభుత్వ ప్రాధాన్యాలని చెప్పారు. నియామక ప్రకటనల ద్వారా 60 వేల ప్రభుత్వ ఉద్యోగాలు భర్తీ చేశామన్నారు. [415,1222,579,1289]
left-column [19,75,238,2167]
brand-wordmark [1225,28,1370,69]
paragraph: గ్రీన్ హైడ్రోజన్ హబ్ గా తెలంగాణను తీర్చిదిద్దేందుకు ప్రణాళికలు సిద్ధమవుతున్నాయి. నీటి లభ్యత, మౌలిక వసతులు, నైపుణ్య మానవ వనరులు రాష్ట్రానికి కలిసొచ్చే అంశాలని నిపుణులు చెబుతున్నారు. పరిశ్రమలకు సింగిల్ విండో అనుమతులు ఇస్తామని ప్రభుత్వం ప్రకటించింది. పెట్టుబడిదారులకు పూర్తి సహకారం అందిస్తామని హామీ ఇచ్చింది. [242,1226,405,1316]
paragraph: ఖమ్మం జిల్లా అభివృద్ధికి ప్రత్యేక ప్రణాళిక అమలు చేస్తున్నామని మంత్రి తెలిపారు. సీతారామ ప్రాజెక్టు పనులు వేగవంతం చేశామని, 2026 నాటికి పూర్తి చేస్తామని హామీ ఇచ్చారు. నియోజకవర్గంలో రూ.వెయ్యి కోట్లతో రోడ్లు, వంతెనల నిర్మాణం జరుగుతోందన్నారు. మిషన్ భగీరథ పైపులైన్ల మరమ్మతులకు నిధులు మంజూరు చేశామన్నారు. [415,1043,579,1121]
